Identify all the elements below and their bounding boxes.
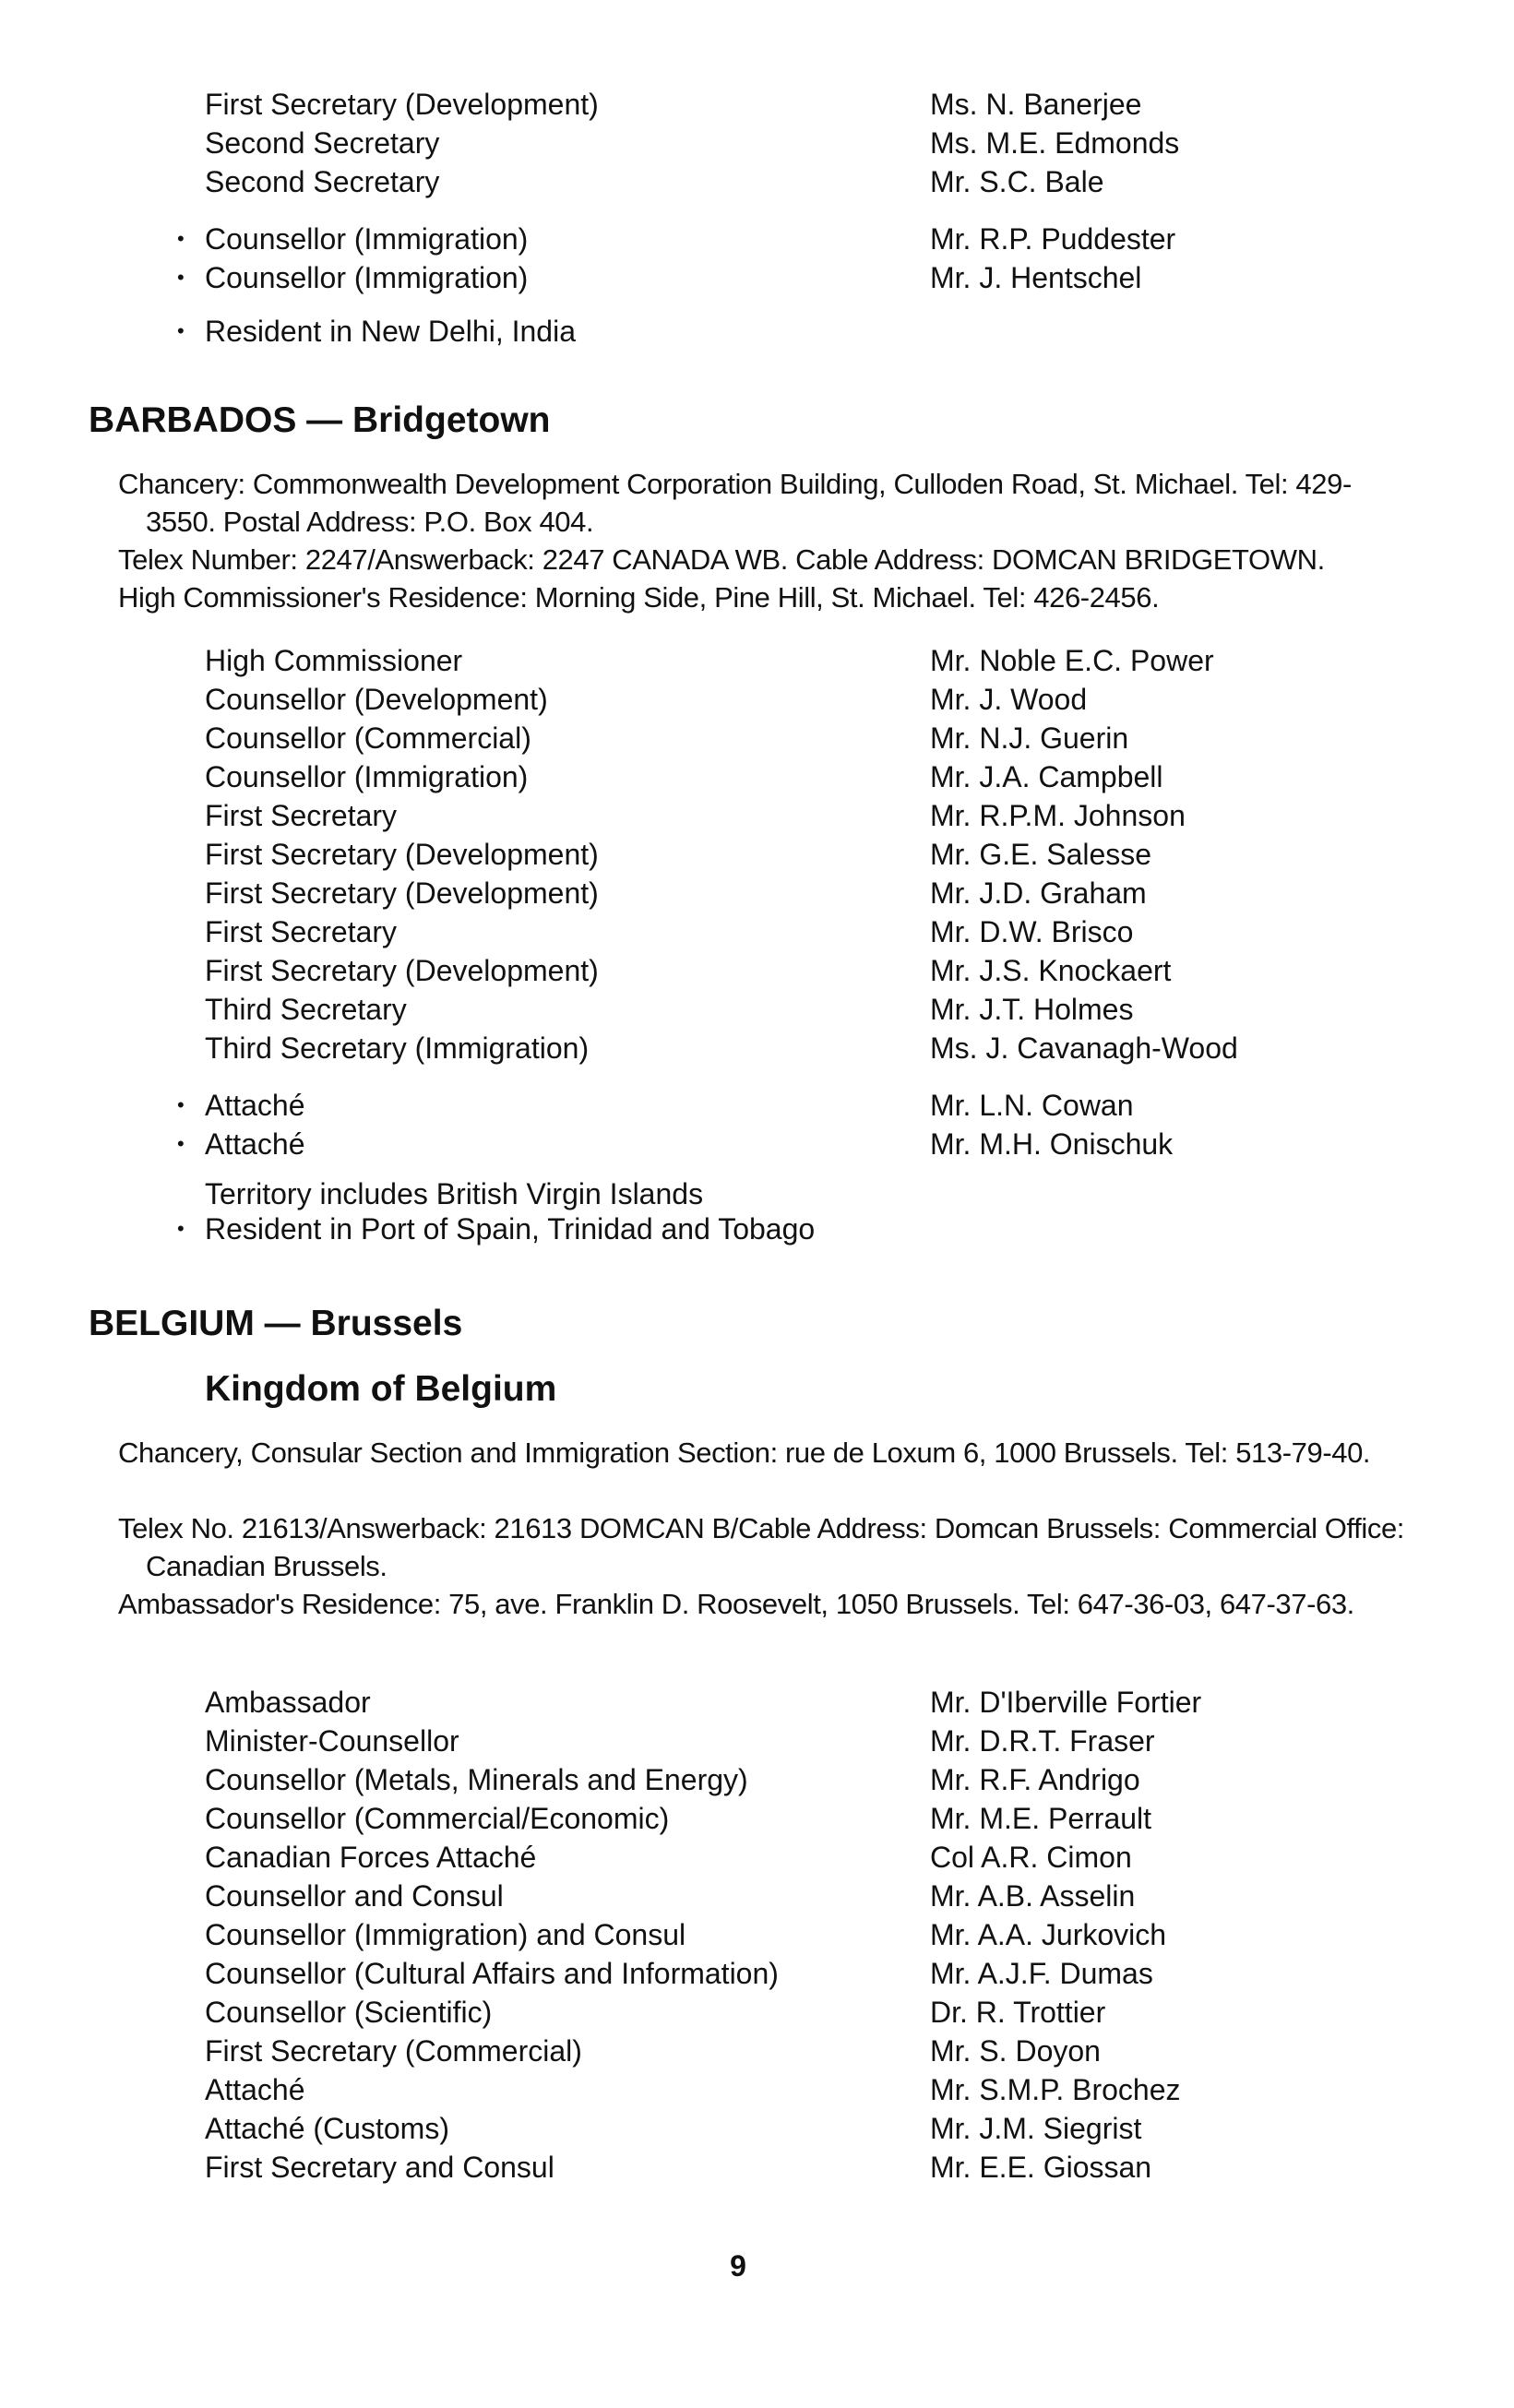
staff-name: Mr. D'Iberville Fortier <box>930 1686 1202 1719</box>
footnote <box>177 314 1340 349</box>
staff-row <box>205 796 1340 835</box>
staff-name: Mr. L.N. Cowan <box>930 1089 1134 1122</box>
staff-position: Counsellor (Commercial/Economic) <box>205 1802 670 1835</box>
staff-row <box>205 2148 1340 2187</box>
staff-row <box>177 258 1340 297</box>
staff-position: Counsellor (Immigration) and Consul <box>205 1918 686 1951</box>
residence-info: High Commissioner's Residence: Morning Side, Pine Hill, St. Michael. Tel: 426-2456. <box>118 581 1160 614</box>
staff-position: Counsellor (Cultural Affairs and Information) <box>205 1957 779 1990</box>
footnote-marker: • <box>177 1093 185 1116</box>
staff-position: Counsellor and Consul <box>205 1879 504 1913</box>
staff-name: Mr. G.E. Salesse <box>930 838 1152 871</box>
staff-name: Mr. D.R.T. Fraser <box>930 1724 1155 1758</box>
staff-position: Second Secretary <box>205 165 440 198</box>
staff-position: First Secretary (Development) <box>205 838 599 871</box>
staff-name: Mr. R.F. Andrigo <box>930 1763 1140 1796</box>
footnote-marker: • <box>177 227 185 250</box>
staff-name: Mr. S. Doyon <box>930 2034 1101 2068</box>
staff-name: Col A.R. Cimon <box>930 1841 1132 1874</box>
belgium-staff-list <box>205 1683 1340 2187</box>
top-staff-list <box>177 85 1340 349</box>
footnote-marker: • <box>177 319 185 342</box>
staff-row <box>205 835 1340 874</box>
staff-name: Mr. Noble E.C. Power <box>930 644 1214 677</box>
staff-position: Counsellor (Immigration) <box>205 222 529 256</box>
chancery-address: Chancery, Consular Section and Immigration Section: rue de Loxum 6, 1000 Brussels. Tel: 513-79-40. <box>118 1436 1371 1469</box>
staff-row <box>205 85 1340 124</box>
staff-position: Second Secretary <box>205 126 440 160</box>
staff-name: Mr. A.A. Jurkovich <box>930 1918 1167 1951</box>
staff-position: Counsellor (Commercial) <box>205 721 531 755</box>
staff-row <box>205 2070 1340 2109</box>
staff-row <box>177 220 1340 258</box>
staff-name: Mr. M.E. Perrault <box>930 1802 1152 1835</box>
staff-row <box>205 2032 1340 2070</box>
staff-name: Mr. J.M. Siegrist <box>930 2112 1142 2145</box>
staff-row <box>205 951 1340 990</box>
telex-info: Telex Number: 2247/Answerback: 2247 CANADA WB. Cable Address: DOMCAN BRIDGETOWN. <box>118 543 1325 576</box>
staff-row <box>205 1799 1340 1838</box>
territory-note-text: Territory includes British Virgin Islands <box>205 1177 704 1210</box>
staff-position: First Secretary (Development) <box>205 88 599 121</box>
staff-name: Mr. D.W. Brisco <box>930 915 1134 948</box>
chancery-address: Chancery: Commonwealth Development Corporation Building, Culloden Road, St. Michael. Tel: 429-3550. Postal Address: P.O. Box 404. <box>118 468 1352 538</box>
staff-position: First Secretary (Development) <box>205 954 599 987</box>
staff-position: Counsellor (Immigration) <box>205 760 529 793</box>
residence-info: Ambassador's Residence: 75, ave. Franklin D. Roosevelt, 1050 Brussels. Tel: 647-36-03, 647-37-63. <box>118 1588 1354 1620</box>
staff-row <box>177 1125 1340 1163</box>
staff-name: Ms. N. Banerjee <box>930 88 1142 121</box>
staff-row <box>205 1915 1340 1954</box>
section-title-belgium: BELGIUM — Brussels <box>89 1304 463 1343</box>
staff-position: High Commissioner <box>205 644 463 677</box>
footnote-text: Resident in Port of Spain, Trinidad and Tobago <box>205 1212 816 1246</box>
staff-position: Ambassador <box>205 1686 371 1719</box>
staff-name: Mr. E.E. Giossan <box>930 2151 1152 2184</box>
staff-name: Mr. N.J. Guerin <box>930 721 1129 755</box>
staff-row <box>205 1838 1340 1877</box>
staff-row <box>205 1993 1340 2032</box>
staff-name: Mr. J.T. Holmes <box>930 993 1134 1026</box>
staff-row <box>205 1683 1340 1722</box>
staff-position: Counsellor (Scientific) <box>205 1996 493 2029</box>
staff-position: Counsellor (Metals, Minerals and Energy) <box>205 1763 748 1796</box>
staff-row <box>205 1760 1340 1799</box>
staff-name: Ms. M.E. Edmonds <box>930 126 1180 160</box>
staff-name: Mr. A.J.F. Dumas <box>930 1957 1153 1990</box>
footnote-text: Resident in New Delhi, India <box>205 315 576 348</box>
territory-note <box>205 1176 1340 1211</box>
staff-position: Third Secretary (Immigration) <box>205 1031 590 1065</box>
staff-name: Dr. R. Trottier <box>930 1996 1106 2029</box>
staff-name: Mr. S.C. Bale <box>930 165 1104 198</box>
staff-position: First Secretary <box>205 799 398 832</box>
section-subtitle-belgium: Kingdom of Belgium <box>205 1369 557 1409</box>
staff-name: Mr. R.P.M. Johnson <box>930 799 1186 832</box>
staff-row <box>205 719 1340 757</box>
staff-position: First Secretary and Consul <box>205 2151 554 2184</box>
footnote <box>177 1211 1340 1246</box>
staff-position: First Secretary <box>205 915 398 948</box>
staff-position: Attaché <box>205 1089 305 1122</box>
staff-row <box>205 124 1340 162</box>
staff-name: Mr. J.D. Graham <box>930 876 1147 910</box>
staff-name: Mr. J. Hentschel <box>930 261 1142 294</box>
footnote-marker: • <box>177 266 185 289</box>
staff-name: Mr. A.B. Asselin <box>930 1879 1136 1913</box>
staff-row <box>177 1086 1340 1125</box>
staff-row <box>205 680 1340 719</box>
staff-name: Mr. J. Wood <box>930 683 1088 716</box>
staff-position: Canadian Forces Attaché <box>205 1841 537 1874</box>
staff-row <box>205 1877 1340 1915</box>
staff-name: Ms. J. Cavanagh-Wood <box>930 1031 1238 1065</box>
staff-row <box>205 1029 1340 1067</box>
staff-position: Third Secretary <box>205 993 407 1026</box>
staff-position: Counsellor (Immigration) <box>205 261 529 294</box>
staff-position: Attaché <box>205 1127 305 1161</box>
footnote-marker: • <box>177 1132 185 1155</box>
staff-position: First Secretary (Commercial) <box>205 2034 582 2068</box>
section-title-barbados: BARBADOS — Bridgetown <box>89 400 551 440</box>
telex-info: Telex No. 21613/Answerback: 21613 DOMCAN B/Cable Address: Domcan Brussels: Commercial Office: Canadian Brussels. <box>118 1512 1404 1582</box>
staff-position: Attaché (Customs) <box>205 2112 449 2145</box>
staff-row <box>205 641 1340 680</box>
staff-name: Mr. J.S. Knockaert <box>930 954 1172 987</box>
staff-row <box>205 1954 1340 1993</box>
page-number: 9 <box>730 2249 746 2283</box>
staff-row <box>205 990 1340 1029</box>
staff-position: Counsellor (Development) <box>205 683 548 716</box>
staff-row <box>205 912 1340 951</box>
staff-row <box>205 162 1340 201</box>
staff-name: Mr. J.A. Campbell <box>930 760 1163 793</box>
staff-name: Mr. M.H. Onischuk <box>930 1127 1174 1161</box>
staff-position: Attaché <box>205 2073 305 2106</box>
staff-name: Mr. R.P. Puddester <box>930 222 1176 256</box>
footnote-marker: • <box>177 1217 185 1240</box>
staff-row <box>205 2109 1340 2148</box>
staff-row <box>205 757 1340 796</box>
staff-row <box>205 874 1340 912</box>
staff-row <box>205 1722 1340 1760</box>
barbados-staff-list <box>177 641 1340 1246</box>
staff-position: First Secretary (Development) <box>205 876 599 910</box>
staff-name: Mr. S.M.P. Brochez <box>930 2073 1181 2106</box>
staff-position: Minister-Counsellor <box>205 1724 459 1758</box>
